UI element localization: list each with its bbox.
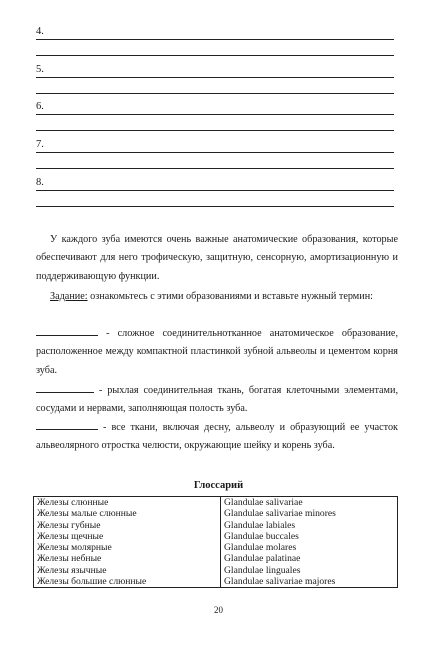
answer-continuation-line[interactable]: [36, 130, 394, 131]
answer-number: 6.: [36, 101, 44, 112]
glossary-row: [34, 508, 398, 519]
glossary-term-la: Glandulae linguales: [221, 565, 398, 576]
glossary-table: [33, 496, 398, 588]
answer-number: 5.: [36, 64, 44, 75]
glossary-term-la: Glandulae labiales: [221, 520, 398, 531]
fill-blank[interactable]: [36, 420, 98, 430]
glossary-term-ru: Железы язычные: [34, 565, 221, 576]
answer-line-5[interactable]: [36, 64, 394, 78]
answer-continuation-line[interactable]: [36, 206, 394, 207]
page-number: 20: [214, 605, 223, 615]
fill-blank[interactable]: [36, 326, 98, 336]
intro-text: У каждого зуба имеются очень важные анатомические образования, которые обеспечивают для него трофическую, защитную, сенсорную, амортизационную и поддерживающую функции.: [36, 234, 398, 282]
definition-text: - все ткани, включая десну, альвеолу и образующий ее участок альвеолярного отростка челюсти, окружающие шейку и корень зуба.: [36, 422, 398, 452]
answer-number: 4.: [36, 26, 44, 37]
glossary-term-ru: Железы большие слюнные: [34, 576, 221, 588]
glossary-term-la: Glandulae palatinae: [221, 553, 398, 564]
definition-3: [36, 419, 398, 456]
glossary-term-ru: Железы слюнные: [34, 497, 221, 509]
answer-number: 8.: [36, 177, 44, 188]
answer-continuation-line[interactable]: [36, 168, 394, 169]
glossary-term-ru: Железы небные: [34, 553, 221, 564]
glossary-term-ru: Железы губные: [34, 520, 221, 531]
definition-1: [36, 325, 398, 380]
answer-line-4[interactable]: [36, 26, 394, 40]
answer-continuation-line[interactable]: [36, 55, 394, 56]
glossary-term-la: Glandulae salivariae minores: [221, 508, 398, 519]
definition-text: - рыхлая соединительная ткань, богатая клеточными элементами, сосудами и нервами, заполняющая полость зуба.: [36, 385, 398, 415]
answer-line-7[interactable]: [36, 139, 394, 153]
glossary-row: [34, 576, 398, 588]
glossary-row: [34, 565, 398, 576]
definition-text: - сложное соединительнотканное анатомическое образование, расположенное между компактной пластинкой зубной альвеолы и цементом корня зуба.: [36, 328, 398, 376]
task-paragraph: [36, 288, 398, 306]
answer-number: 7.: [36, 139, 44, 150]
glossary-term-ru: Железы щечные: [34, 531, 221, 542]
glossary-row: [34, 497, 398, 509]
task-text: ознакомьтесь с этими образованиями и вставьте нужный термин:: [87, 291, 373, 302]
glossary-term-ru: Железы малые слюнные: [34, 508, 221, 519]
glossary-term-la: Glandulae salivariae majores: [221, 576, 398, 588]
glossary-term-ru: Железы молярные: [34, 542, 221, 553]
glossary-row: [34, 531, 398, 542]
answer-continuation-line[interactable]: [36, 93, 394, 94]
fill-blank[interactable]: [36, 383, 94, 393]
answer-line-6[interactable]: [36, 101, 394, 115]
answer-line-8[interactable]: [36, 177, 394, 191]
glossary-term-la: Glandulae molares: [221, 542, 398, 553]
glossary-row: [34, 553, 398, 564]
glossary-row: [34, 520, 398, 531]
task-label: Задание:: [50, 291, 88, 302]
glossary-title: Глоссарий: [193, 480, 244, 491]
intro-paragraph: [36, 231, 398, 286]
glossary-term-la: Glandulae salivariae: [221, 497, 398, 509]
glossary-row: [34, 542, 398, 553]
glossary-term-la: Glandulae buccales: [221, 531, 398, 542]
definition-2: [36, 382, 398, 419]
